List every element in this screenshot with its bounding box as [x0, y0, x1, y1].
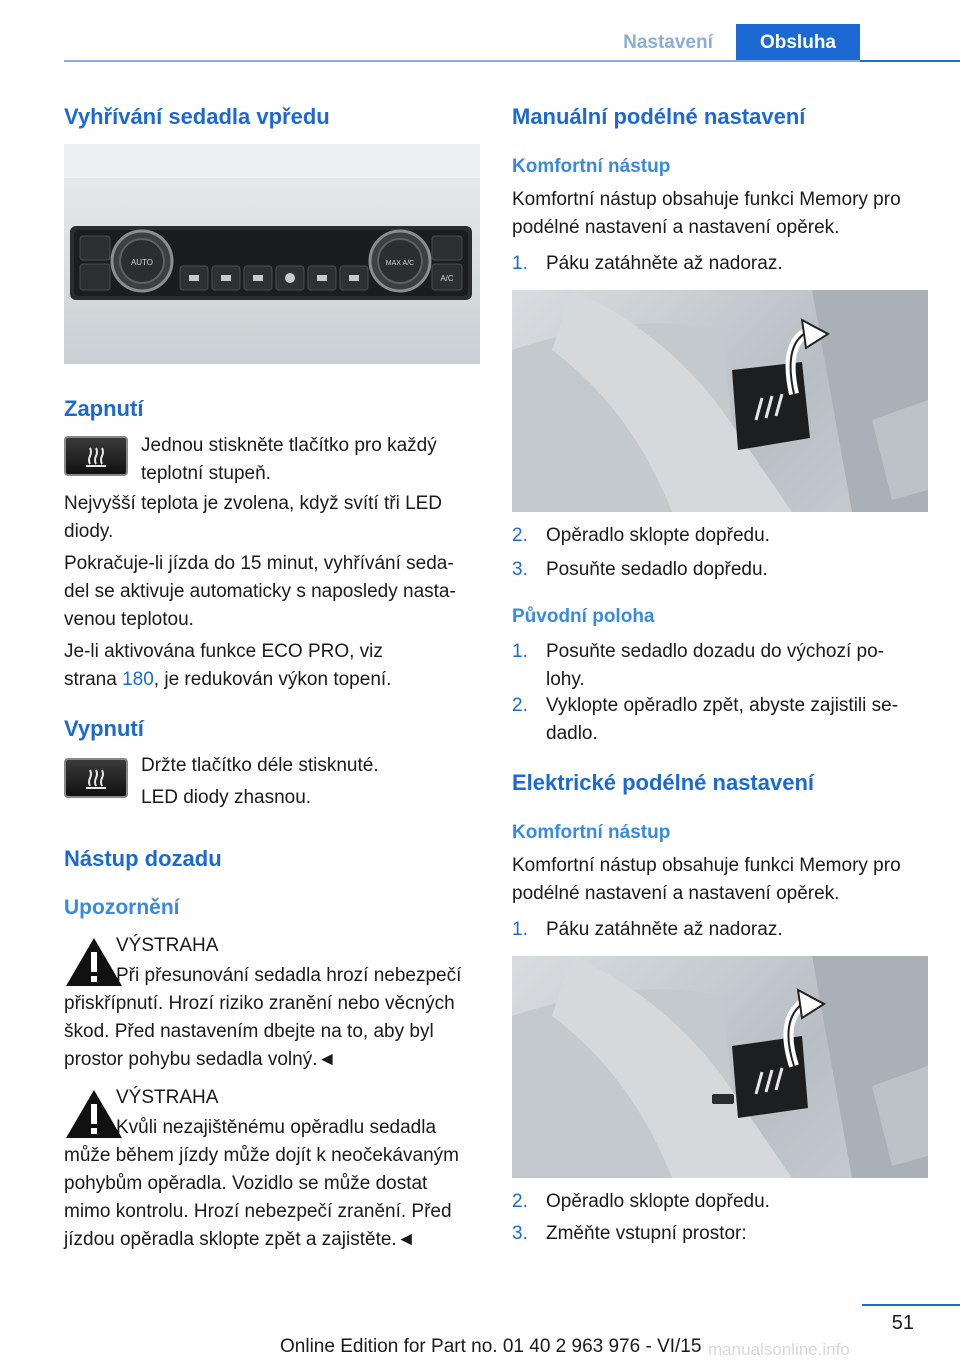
page-link-180[interactable]: 180 [122, 669, 154, 690]
manual-step2-text: Opěradlo sklopte dopředu. [546, 525, 770, 546]
watermark: manualsonline.info [708, 1340, 850, 1359]
warning2-line5: jízdou opěradla sklopte zpět a zajistěte.◄ [64, 1229, 416, 1250]
electric-step1-number: 1. [512, 919, 528, 940]
seat-heating-button-icon-2 [64, 758, 128, 798]
zapnuti-p3-line2 [64, 666, 391, 694]
heading-vypnuti: Vypnutí [64, 716, 144, 741]
warning2-line4: mimo kontrolu. Hrozí nebezpečí zranění. Před [64, 1201, 452, 1222]
warning2-line1: Kvůli nezajištěnému opěradlu sedadla [116, 1117, 437, 1138]
climate-panel-image [64, 144, 480, 364]
p3-prefix: strana [64, 669, 123, 690]
heading-manual-adjust: Manuální podélné nastavení [512, 104, 806, 129]
manual-step1-text: Páku zatáhněte až nadoraz. [546, 253, 783, 274]
heading-nastup-dozadu: Nástup dozadu [64, 846, 222, 871]
warning2-line3: pohybům opěradla. Vozidlo se může dostat [64, 1173, 428, 1194]
warning1-line3: škod. Před nastavením dbejte na to, aby byl [64, 1021, 434, 1042]
heading-electric-adjust: Elektrické podélné nastavení [512, 770, 815, 795]
puvodni-step1-number: 1. [512, 641, 528, 662]
warning-icon [64, 936, 124, 996]
zapnuti-p2-line1: Pokračuje-li jízda do 15 minut, vyhřívání seda- [64, 553, 454, 574]
manual-step3-text: Posuňte sedadlo dopředu. [546, 559, 768, 580]
footer-rule [862, 1304, 960, 1306]
subheading-puvodni-poloha: Původní poloha [512, 606, 655, 627]
warning1-line1: Při přesunování sedadla hrozí nebezpečí [116, 965, 462, 986]
manual-step2-number: 2. [512, 525, 528, 546]
zapnuti-p3-line1: Je-li aktivována funkce ECO PRO, viz [64, 641, 383, 662]
manual-intro-2: podélné nastavení a nastavení opěrek. [512, 217, 840, 238]
manual-step3-number: 3. [512, 559, 528, 580]
subheading-upozorneni: Upozornění [64, 896, 180, 919]
electric-seat-image [512, 956, 928, 1178]
tab-obsluha[interactable]: Obsluha [736, 24, 860, 62]
puvodni-step2-line1: Vyklopte opěradlo zpět, abyste zajistili se- [546, 695, 899, 716]
seat-heat-icon [66, 438, 126, 474]
zapnuti-p2-line3: venou teplotou. [64, 609, 194, 630]
seat-heating-button-icon [64, 436, 128, 476]
max-ac-label: MAX A/C [385, 260, 415, 267]
lever-drawing-2 [512, 956, 928, 1178]
vypnuti-line2: LED diody zhasnou. [141, 787, 312, 808]
seat-heat-icon [66, 760, 126, 796]
puvodni-step1-line1: Posuňte sedadlo dozadu do výchozí po- [546, 641, 885, 662]
p3-suffix: , je redukován výkon topení. [153, 669, 392, 690]
heading-zapnuti: Zapnutí [64, 396, 144, 421]
zapnuti-p1-line1: Nejvyšší teplota je zvolena, když svítí tři LED [64, 493, 443, 514]
zapnuti-p2-line2: del se aktivuje automaticky s naposledy nasta- [64, 581, 456, 602]
zapnuti-icon-text-1: Jednou stiskněte tlačítko pro každý [141, 435, 437, 456]
warning1-line4: prostor pohybu sedadla volný.◄ [64, 1049, 337, 1070]
climate-panel-drawing [64, 144, 480, 364]
vypnuti-line1: Držte tlačítko déle stisknuté. [141, 755, 379, 776]
header-rule [64, 60, 960, 62]
manual-intro-1: Komfortní nástup obsahuje funkci Memory pro [512, 189, 901, 210]
warning-icon [64, 1088, 124, 1148]
tab-nastaveni[interactable]: Nastavení [623, 32, 713, 53]
electric-step1-text: Páku zatáhněte až nadoraz. [546, 919, 783, 940]
manual-step1-number: 1. [512, 253, 528, 274]
puvodni-step2-number: 2. [512, 695, 528, 716]
electric-step3-text: Změňte vstupní prostor: [546, 1223, 747, 1244]
page-number: 51 [891, 1312, 914, 1334]
subheading-komfortni-nastup-2: Komfortní nástup [512, 822, 671, 843]
electric-step2-number: 2. [512, 1191, 528, 1212]
section-title-seat-heating: Vyhřívání sedadla vpředu [64, 104, 330, 129]
electric-step3-number: 3. [512, 1223, 528, 1244]
ac-label: A/C [440, 274, 454, 283]
electric-step2-text: Opěradlo sklopte dopředu. [546, 1191, 770, 1212]
header-rule-accent [860, 60, 960, 62]
electric-intro-1: Komfortní nástup obsahuje funkci Memory pro [512, 855, 901, 876]
subheading-komfortni-nastup: Komfortní nástup [512, 156, 671, 177]
electric-intro-2: podélné nastavení a nastavení opěrek. [512, 883, 840, 904]
puvodni-step1-line2: lohy. [546, 669, 585, 690]
auto-label: AUTO [130, 258, 154, 267]
zapnuti-icon-text-2: teplotní stupeň. [141, 463, 271, 484]
zapnuti-p1-line2: diody. [64, 521, 114, 542]
warning1-title: VÝSTRAHA [116, 935, 219, 956]
warning1-line2: přiskřípnutí. Hrozí riziko zranění nebo věcných [64, 993, 455, 1014]
warning2-line2: může během jízdy může dojít k neočekávaným [64, 1145, 459, 1166]
footer-edition: Online Edition for Part no. 01 40 2 963 976 - VI/15 [280, 1336, 702, 1357]
warning2-title: VÝSTRAHA [116, 1087, 219, 1108]
manual-seat-image [512, 290, 928, 512]
lever-drawing [512, 290, 928, 512]
puvodni-step2-line2: dadlo. [546, 723, 598, 744]
